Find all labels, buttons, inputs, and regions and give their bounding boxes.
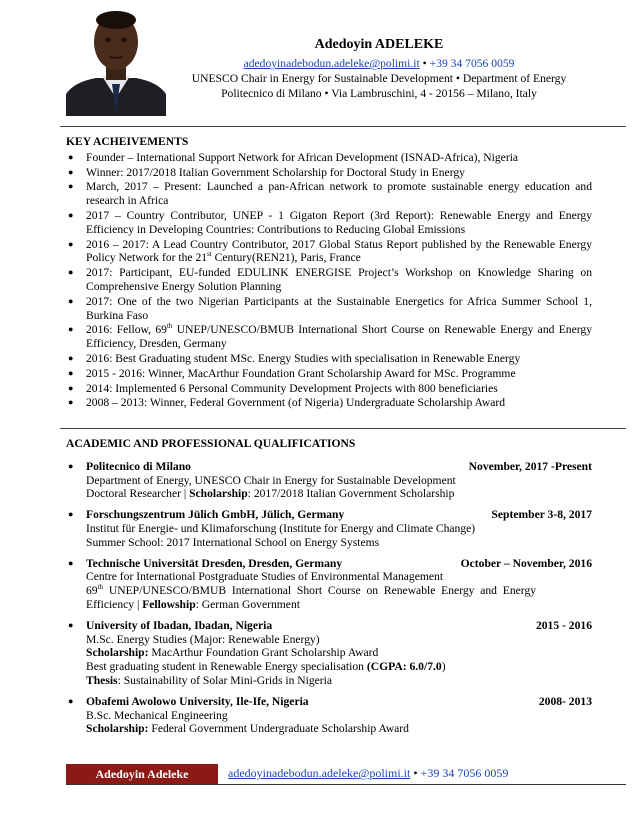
entry-date: November, 2017 -Present: [468, 459, 592, 473]
institution-name: University of Ibadan, Ibadan, Nigeria: [86, 618, 273, 632]
section-divider: [60, 428, 626, 429]
list-item: ● 2008 – 2013: Winner, Federal Government (of Nigeria) Undergraduate Scholarship Award: [68, 396, 506, 410]
affiliation-line: UNESCO Chair in Energy for Sustainable Development • Department of Energy: [191, 72, 567, 85]
list-item: ● 2016: Fellow, 69th UNEP/UNESCO/BMUB International Short Course on Renewable Energy and Energy Efficiency, Dresden, Germany: [68, 322, 592, 351]
qualifications-title: ACADEMIC AND PROFESSIONAL QUALIFICATIONS: [66, 437, 356, 450]
list-item: ● 2017: Participant, EU-funded EDULINK ENERGISE Project’s Workshop on Knowledge Sharing on Comprehensive Energy Solution Planning: [68, 266, 592, 293]
institution-name: Obafemi Awolowo University, Ile-Ife, Nigeria: [86, 694, 309, 708]
header-email-link[interactable]: adedoyinadebodun.adeleke@polimi.it: [243, 57, 420, 70]
qualification-entry: ● Politecnico di Milano November, 2017 -Present Department of Energy, UNESCO Chair in Energy for Sustainable Development Doctoral Researcher | Scholarship: 2017/2018 Italian Government Scholarship: [68, 459, 592, 501]
footer-email-link[interactable]: adedoyinadebodun.adeleke@polimi.it: [228, 766, 411, 780]
top-divider: [60, 126, 626, 127]
footer-rule: [66, 784, 626, 785]
list-item: ● 2017 – Country Contributor, UNEP - 1 Gigaton Report (3rd Report): Renewable Energy and Energy Efficiency in Developing Countries: Contributions to Reducing Global Emissions: [68, 208, 592, 236]
institution-name: Politecnico di Milano: [86, 459, 191, 473]
list-item: ● 2015 - 2016: Winner, MacArthur Foundation Grant Scholarship Award for MSc. Programme: [68, 366, 516, 380]
list-item: ● 2016: Best Graduating student MSc. Energy Studies with specialisation in Renewable Energy: [68, 351, 521, 365]
qualification-entry: ● Obafemi Awolowo University, Ile-Ife, Nigeria 2008- 2013 B.Sc. Mechanical Engineering Scholarship: Federal Government Undergraduate Scholarship Award: [68, 694, 592, 736]
profile-photo: [66, 2, 166, 116]
institution-name: Technische Universität Dresden, Dresden, Germany: [86, 556, 343, 570]
qualification-entry: ● Forschungszentrum Jülich GmbH, Jülich, Germany September 3-8, 2017 Institut für Energie- und Klimaforschung (Institute for Energy and Climate Change) Summer School: 2017 International School on Energy Systems: [68, 508, 592, 549]
entry-date: September 3-8, 2017: [491, 508, 592, 522]
list-item: ● 2017: One of the two Nigerian Participants at the Sustainable Energetics for Africa Summer School 1, Burkina Faso: [68, 294, 592, 322]
achievements-list: [66, 151, 592, 410]
footer-phone-link[interactable]: +39 34 7056 0059: [420, 766, 509, 780]
institution-name: Forschungszentrum Jülich GmbH, Jülich, Germany: [86, 508, 345, 522]
candidate-name: Adedoyin ADELEKE: [314, 37, 444, 52]
entry-date: 2008- 2013: [538, 694, 592, 708]
list-item: ● Winner: 2017/2018 Italian Government Scholarship for Doctoral Study in Energy: [68, 165, 465, 179]
header-phone-link[interactable]: +39 34 7056 0059: [429, 57, 515, 70]
list-item: ● 2014: Implemented 6 Personal Community Development Projects with 800 beneficiaries: [68, 381, 498, 395]
resume-header: [170, 36, 588, 101]
footer-name: Adedoyin Adeleke: [66, 764, 218, 784]
list-item: ● 2016 – 2017: A Lead Country Contributor, 2017 Global Status Report published by the Renewable Energy Policy Network for the 21st Century(REN21), Paris, France: [68, 237, 592, 265]
list-item: ● March, 2017 – Present: Launched a pan-African network to promote sustainable energy education and research in Africa: [68, 180, 592, 208]
page-footer: [60, 764, 626, 784]
achievements-section: [66, 135, 592, 411]
contact-line: adedoyinadebodun.adeleke@polimi.it • +39 34 7056 0059: [243, 57, 515, 70]
address-line: Politecnico di Milano • Via Lambruschini, 4 - 20156 – Milano, Italy: [221, 87, 537, 100]
entry-date: October – November, 2016: [460, 556, 592, 570]
qualification-entry: ● University of Ibadan, Ibadan, Nigeria 2015 - 2016 M.Sc. Energy Studies (Major: Renewable Energy) Scholarship: MacArthur Foundation Grant Scholarship Award Best graduating student in Renewable Energy specialisation (CGPA: 6.0/7.0) Thesis: Sustainability of Solar Mini-Grids in Nigeria: [68, 618, 592, 687]
list-item: ● Founder – International Support Network for African Development (ISNAD-Africa), Nigeria: [68, 150, 519, 164]
achievements-title: KEY ACHEIVEMENTS: [66, 135, 189, 148]
qualifications-section: [66, 437, 592, 743]
footer-contact: adedoyinadebodun.adeleke@polimi.it • +39 34 7056 0059: [228, 766, 509, 780]
entry-date: 2015 - 2016: [535, 618, 592, 632]
qualification-entry: ● Technische Universität Dresden, Dresden, Germany October – November, 2016 Centre for International Postgraduate Studies of Environmental Management 69th UNEP/UNESCO/BMUB International Short Course on Renewable Energy and Energy Efficiency | Fellowship: German Government: [68, 556, 592, 611]
